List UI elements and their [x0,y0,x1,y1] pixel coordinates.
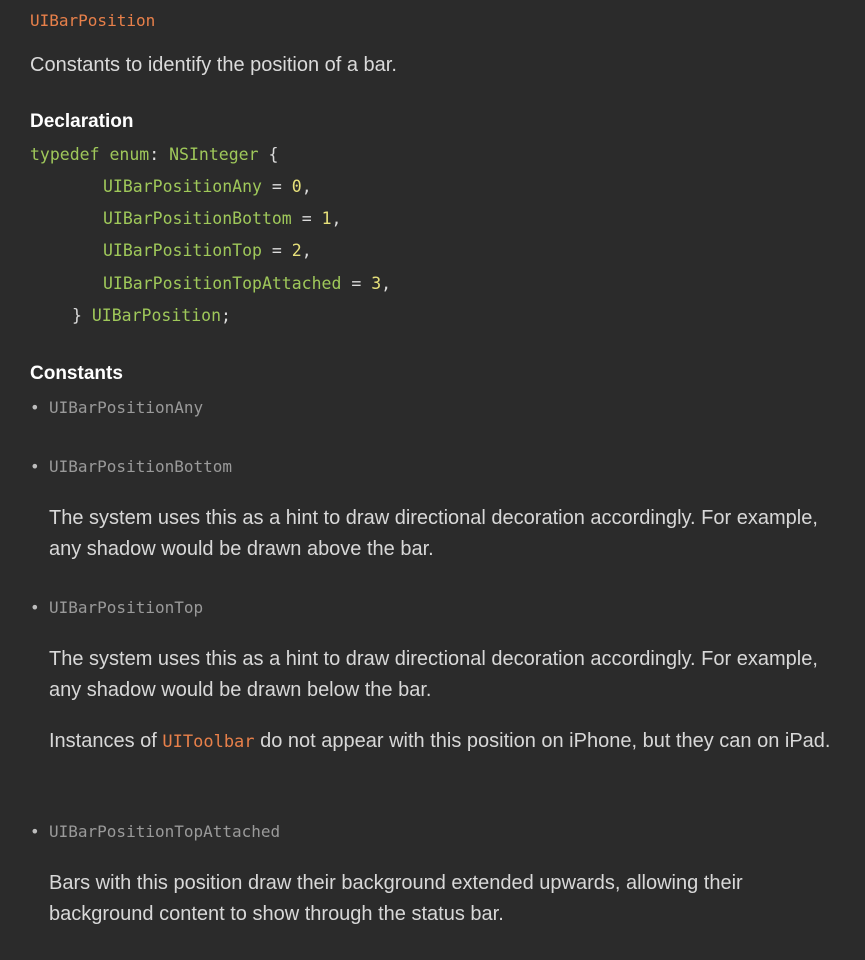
code-semicolon: ; [221,306,231,325]
note-text-after: do not appear with this position on iPhone, but they can on iPad. [260,730,831,752]
constant-name[interactable]: UIBarPositionAny [49,398,204,417]
code-type-nsinteger: NSInteger [169,145,259,164]
code-line-case [103,176,312,198]
code-line-case [103,240,312,262]
bullet-dot: • [30,398,40,417]
constant-name[interactable]: UIBarPositionBottom [49,457,233,476]
code-colon: : [149,145,160,164]
code-case-value: 2 [291,241,302,260]
code-case-value: 1 [321,209,332,228]
code-keyword-enum: enum [109,145,150,164]
code-comma: , [301,241,312,260]
code-comma: , [301,177,312,196]
bullet-dot: • [30,822,40,841]
constant-description: The system uses this as a hint to draw directional decoration accordingly. For example, any shadow would be drawn above the bar. [49,507,818,560]
code-keyword-typedef: typedef [30,145,100,164]
summary-text: Constants to identify the position of a bar. [30,54,397,76]
code-line-typedef [30,144,278,166]
code-close-brace: } [72,306,82,325]
code-equals: = [271,177,282,196]
code-equals: = [351,274,362,293]
code-case-name: UIBarPositionAny [103,177,262,196]
uitoolbar-link[interactable]: UIToolbar [162,732,255,752]
bullet-dot: • [30,457,40,476]
constant-note [49,726,839,758]
code-line-closing [72,305,231,327]
code-type-name: UIBarPosition [91,306,222,325]
code-case-value: 0 [291,177,302,196]
declaration-heading: Declaration [30,111,134,132]
code-case-name: UIBarPositionBottom [103,209,292,228]
code-case-name: UIBarPositionTopAttached [103,274,342,293]
constants-heading: Constants [30,363,123,384]
code-comma: , [381,274,392,293]
code-open-brace: { [268,145,279,164]
code-comma: , [331,209,342,228]
code-line-case [103,273,391,295]
code-line-case [103,208,341,230]
bullet-dot: • [30,598,40,617]
note-text-before: Instances of [49,730,157,752]
code-equals: = [271,241,282,260]
code-equals: = [301,209,312,228]
constant-description: The system uses this as a hint to draw directional decoration accordingly. For example, any shadow would be drawn below the bar. [49,648,818,701]
code-case-name: UIBarPositionTop [103,241,262,260]
constant-name[interactable]: UIBarPositionTopAttached [49,822,281,841]
code-case-value: 3 [371,274,382,293]
page-title: UIBarPosition [30,11,156,30]
constant-name[interactable]: UIBarPositionTop [49,598,204,617]
constant-description: Bars with this position draw their background extended upwards, allowing their background content to show through the status bar. [49,872,743,925]
